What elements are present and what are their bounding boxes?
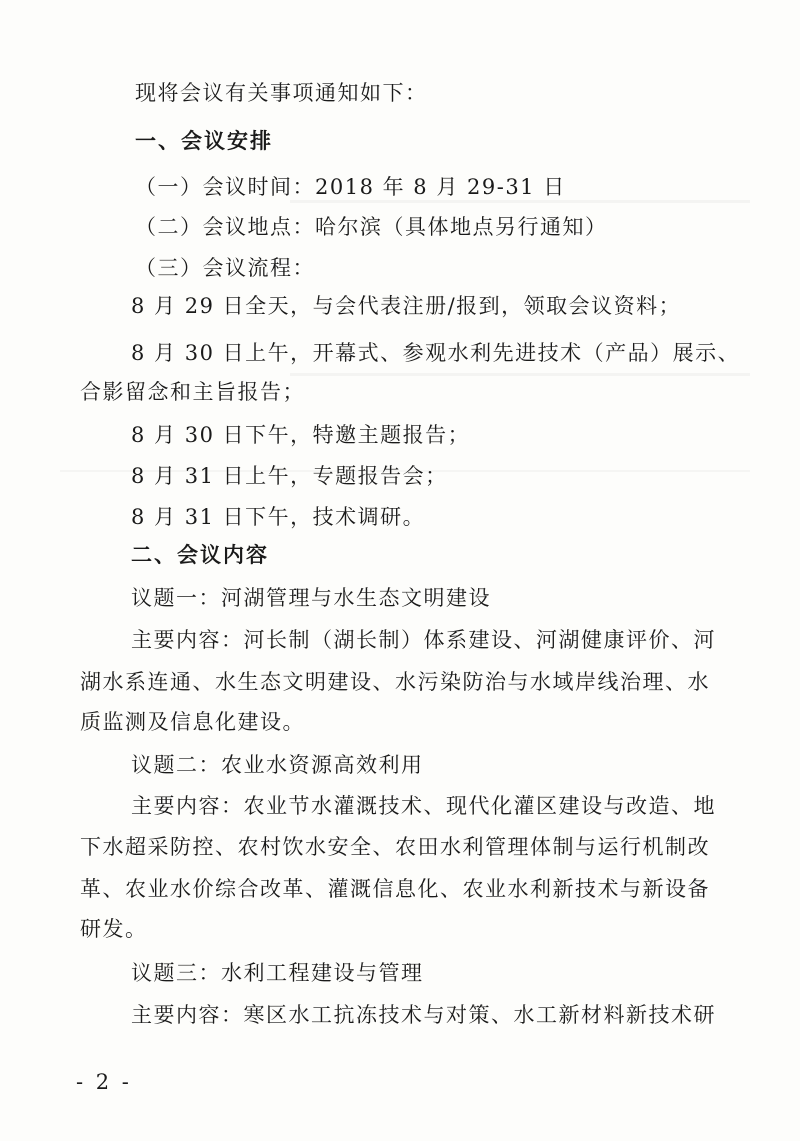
page-number: - 2 - (76, 1070, 132, 1094)
topic2-content-line: 研发。 (80, 917, 148, 941)
meeting-venue: （二）会议地点：哈尔滨（具体地点另行通知） (135, 215, 608, 239)
schedule-line: 8 月 29 日全天，与会代表注册/报到，领取会议资料； (131, 294, 682, 318)
meeting-process-heading: （三）会议流程： (135, 256, 315, 280)
topic2-content-line: 主要内容：农业节水灌溉技术、现代化灌区建设与改造、地 (131, 794, 716, 818)
intro-line: 现将会议有关事项通知如下： (135, 81, 428, 105)
topic3-content-line: 主要内容：寒区水工抗冻技术与对策、水工新材料新技术研 (131, 1003, 716, 1027)
topic1-content-line: 主要内容：河长制（湖长制）体系建设、河湖健康评价、河 (131, 628, 716, 652)
schedule-line: 8 月 31 日下午，技术调研。 (131, 505, 426, 529)
schedule-line: 8 月 30 日上午，开幕式、参观水利先进技术（产品）展示、 (131, 341, 741, 365)
section1-heading: 一、会议安排 (135, 128, 273, 153)
topic1-content-line: 质监测及信息化建设。 (80, 710, 305, 734)
meeting-time: （一）会议时间：2018 年 8 月 29-31 日 (135, 175, 566, 199)
schedule-line: 8 月 30 日下午，特邀主题报告； (131, 423, 471, 447)
topic2-title: 议题二：农业水资源高效利用 (131, 753, 424, 777)
topic2-content-line: 下水超采防控、农村饮水安全、农田水利管理体制与运行机制改 (80, 835, 710, 859)
topic2-content-line: 革、农业水价综合改革、灌溉信息化、农业水利新技术与新设备 (80, 877, 710, 901)
topic1-title: 议题一：河湖管理与水生态文明建设 (131, 586, 491, 610)
schedule-line: 8 月 31 日上午，专题报告会； (131, 464, 448, 488)
topic3-title: 议题三：水利工程建设与管理 (131, 961, 424, 985)
schedule-line: 合影留念和主旨报告； (80, 380, 305, 404)
topic1-content-line: 湖水系连通、水生态文明建设、水污染防治与水域岸线治理、水 (80, 670, 710, 694)
section2-heading: 二、会议内容 (131, 542, 269, 567)
